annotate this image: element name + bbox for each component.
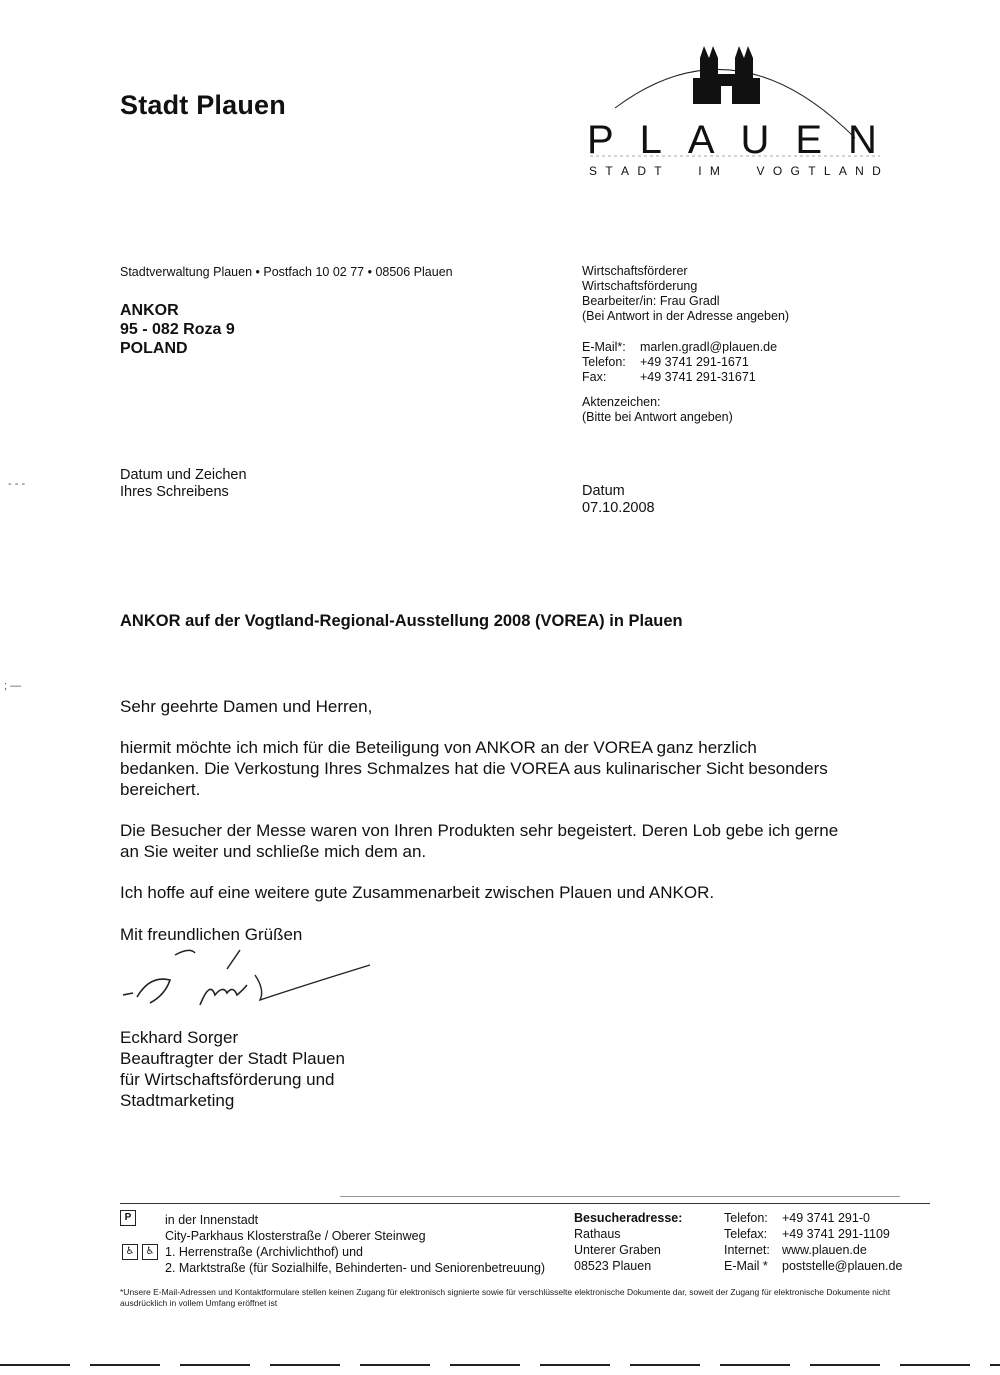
tagline-letter: I bbox=[698, 164, 704, 178]
visitor-label: Besucheradresse: bbox=[574, 1211, 683, 1225]
your-reference-line2: Ihres Schreibens bbox=[120, 484, 229, 500]
logo-letter: P bbox=[587, 118, 620, 162]
contact-email-row bbox=[582, 340, 789, 355]
salutation: Sehr geehrte Damen und Herren, bbox=[120, 697, 373, 716]
parking-line-2: City-Parkhaus Klosterstraße / Oberer Steinweg bbox=[165, 1229, 426, 1243]
footer-fax-value: +49 3741 291-1109 bbox=[782, 1227, 890, 1241]
tagline-letter: V bbox=[756, 164, 767, 178]
tagline-letter: L bbox=[823, 164, 833, 178]
footer-visitor-address bbox=[574, 1210, 682, 1274]
fax-value: +49 3741 291-31671 bbox=[640, 370, 756, 384]
footer-parking-info bbox=[165, 1212, 545, 1276]
footer-divider bbox=[120, 1203, 930, 1204]
contact-block bbox=[582, 264, 789, 425]
phone-value: +49 3741 291-1671 bbox=[640, 355, 749, 369]
signer-title-2: für Wirtschaftsförderung und bbox=[120, 1070, 335, 1089]
logo-tagline bbox=[589, 164, 883, 178]
logo-wordmark bbox=[587, 118, 883, 163]
recipient-name: ANKOR bbox=[120, 302, 179, 319]
fax-label: Fax: bbox=[582, 370, 607, 384]
footer-web-row bbox=[724, 1242, 902, 1258]
tagline-letter: A bbox=[620, 164, 631, 178]
file-ref-note: (Bitte bei Antwort angeben) bbox=[582, 410, 733, 424]
tagline-letter: T bbox=[605, 164, 615, 178]
logo-letter: A bbox=[687, 118, 721, 162]
recipient-address bbox=[120, 301, 235, 358]
signer-title-1: Beauftragter der Stadt Plauen bbox=[120, 1049, 345, 1068]
tagline-letter: N bbox=[855, 164, 866, 178]
file-ref-label: Aktenzeichen: bbox=[582, 395, 661, 409]
accessibility-icons bbox=[122, 1242, 162, 1260]
contact-role: Wirtschaftsförderer bbox=[582, 264, 688, 278]
footer-web-label: Internet: bbox=[724, 1243, 770, 1257]
visitor-line-3: 08523 Plauen bbox=[574, 1259, 652, 1273]
footer-mail-label: E-Mail * bbox=[724, 1259, 768, 1273]
organization-title: Stadt Plauen bbox=[120, 90, 286, 120]
footer-fax-row bbox=[724, 1226, 902, 1242]
your-reference-line1: Datum und Zeichen bbox=[120, 467, 247, 483]
sender-return-address: Stadtverwaltung Plauen • Postfach 10 02 77 • 08506 Plauen bbox=[120, 265, 453, 279]
footer-mail-row bbox=[724, 1258, 902, 1274]
body-paragraph-1: hiermit möchte ich mich für die Beteiligung von ANKOR an der VOREA ganz herzlich bedanken. Die Verkostung Ihres Schmalzes hat die VOREA aus kulinarischer Sicht besonders bereichert. bbox=[120, 738, 828, 799]
tagline-letter: D bbox=[637, 164, 648, 178]
scan-margin-mark: - - - bbox=[8, 478, 26, 490]
signer-title-3: Stadtmarketing bbox=[120, 1091, 235, 1110]
email-disclaimer: *Unsere E-Mail-Adressen und Kontaktformulare stellen keinen Zugang für elektronisch signierte sowie für verschlüsselte elektronische Dokumente dar, soweit der Zugang für elektronische Dokumente nicht ausdrücklich in vollem Umfang eröffnet ist bbox=[120, 1287, 891, 1308]
footer-phone-value: +49 3741 291-0 bbox=[782, 1211, 870, 1225]
tagline-letter: T bbox=[808, 164, 818, 178]
date-value: 07.10.2008 bbox=[582, 500, 655, 516]
plauen-logo bbox=[585, 38, 885, 188]
tagline-letter: G bbox=[790, 164, 802, 178]
wheelchair-icon: ♿ bbox=[142, 1244, 158, 1260]
signer-block bbox=[120, 1027, 345, 1111]
logo-letter: L bbox=[639, 118, 668, 162]
contact-fax-row bbox=[582, 370, 789, 385]
access-line-2: 2. Marktstraße (für Sozialhilfe, Behinderten- und Seniorenbetreuung) bbox=[165, 1261, 546, 1275]
tagline-letter: M bbox=[709, 164, 722, 178]
tagline-letter: T bbox=[654, 164, 664, 178]
contact-department: Wirtschaftsförderung bbox=[582, 279, 698, 293]
visitor-line-1: Rathaus bbox=[574, 1227, 621, 1241]
visitor-line-2: Unterer Graben bbox=[574, 1243, 661, 1257]
footer-web-link[interactable]: www.plauen.de bbox=[782, 1243, 867, 1257]
letter-body bbox=[120, 696, 840, 923]
recipient-street: 95 - 082 Roza 9 bbox=[120, 321, 235, 338]
letter-date bbox=[582, 483, 655, 517]
footer-phone-label: Telefon: bbox=[724, 1211, 768, 1225]
recipient-country: POLAND bbox=[120, 340, 188, 357]
handwritten-signature bbox=[115, 945, 385, 1020]
body-paragraph-2: Die Besucher der Messe waren von Ihren Produkten sehr begeistert. Deren Lob gebe ich gerne an Sie weiter und schließe mich dem an. bbox=[120, 821, 839, 861]
wheelchair-icon: ♿ bbox=[122, 1244, 138, 1260]
your-reference bbox=[120, 467, 247, 501]
signer-name: Eckhard Sorger bbox=[120, 1028, 239, 1047]
tagline-letter: A bbox=[838, 164, 849, 178]
footer-mail-link[interactable]: poststelle@plauen.de bbox=[782, 1259, 903, 1273]
logo-letter: N bbox=[848, 118, 883, 162]
footer-fax-label: Telefax: bbox=[724, 1227, 768, 1241]
footer-divider-upper bbox=[340, 1196, 900, 1197]
email-label: E-Mail*: bbox=[582, 340, 626, 354]
access-line-1: 1. Herrenstraße (Archivlichthof) und bbox=[165, 1245, 363, 1259]
footer-contact bbox=[724, 1210, 902, 1274]
page-edge-line bbox=[0, 1364, 1000, 1366]
logo-letter: U bbox=[740, 118, 776, 162]
tagline-letter: S bbox=[589, 164, 600, 178]
footer-phone-row bbox=[724, 1210, 902, 1226]
date-label: Datum bbox=[582, 483, 625, 499]
contact-handler: Bearbeiter/in: Frau Gradl bbox=[582, 294, 720, 308]
tagline-letter: D bbox=[872, 164, 883, 178]
scan-margin-mark: ; — bbox=[4, 680, 22, 692]
closing-greeting: Mit freundlichen Grüßen bbox=[120, 925, 303, 944]
letter-subject: ANKOR auf der Vogtland-Regional-Ausstellung 2008 (VOREA) in Plauen bbox=[120, 612, 683, 630]
phone-label: Telefon: bbox=[582, 355, 626, 369]
parking-icon: P bbox=[120, 1210, 136, 1226]
body-paragraph-3: Ich hoffe auf eine weitere gute Zusammenarbeit zwischen Plauen und ANKOR. bbox=[120, 883, 715, 902]
logo-letter: E bbox=[795, 118, 829, 162]
tagline-letter: O bbox=[772, 164, 785, 178]
contact-handler-note: (Bei Antwort in der Adresse angeben) bbox=[582, 309, 790, 323]
contact-phone-row bbox=[582, 355, 789, 370]
parking-line-1: in der Innenstadt bbox=[165, 1213, 259, 1227]
email-value[interactable]: marlen.gradl@plauen.de bbox=[640, 340, 778, 354]
